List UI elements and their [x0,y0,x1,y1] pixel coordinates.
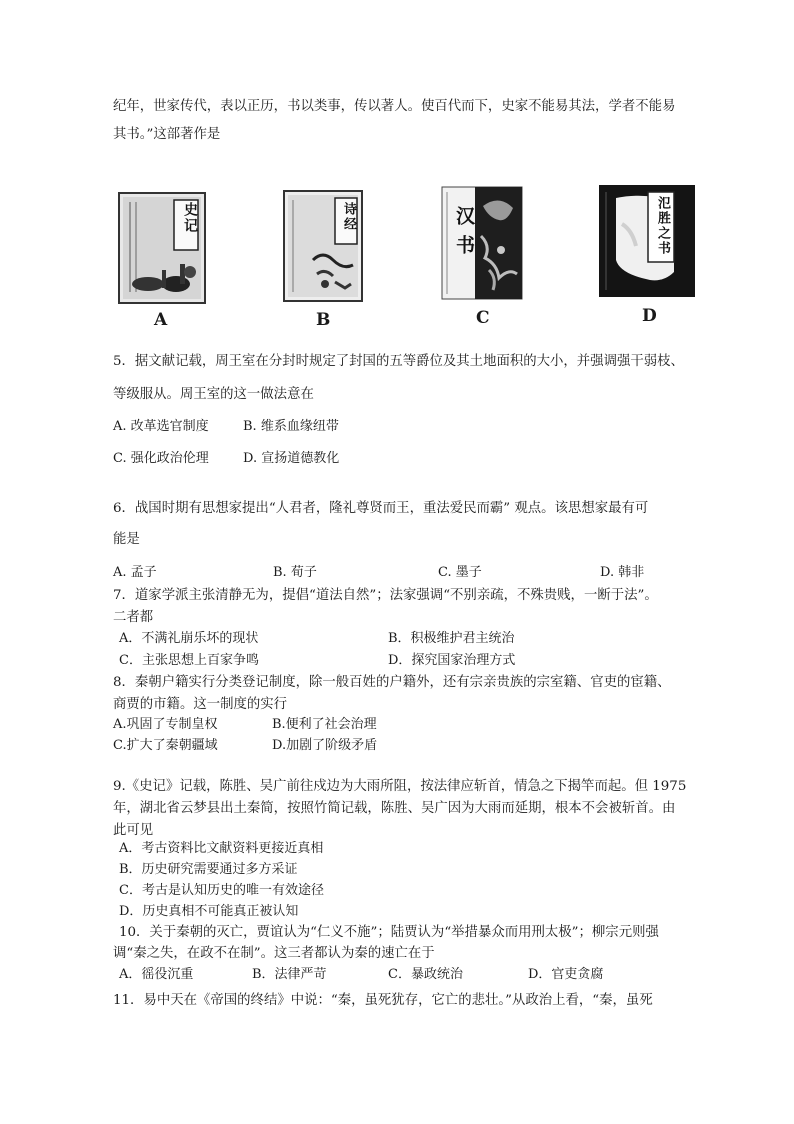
q10-option-c: C．暴政统治 [388,967,463,982]
book-cover-a [118,192,206,304]
book-letter-a: A [154,310,168,330]
q7-option-b: B．积极维护君主统治 [388,631,515,646]
book-cover-c [441,186,523,300]
q5-option-b: B. 维系血缘纽带 [243,419,339,434]
q6-option-d: D. 韩非 [600,565,645,580]
q6-option-a: A. 孟子 [113,565,157,580]
q11-stem-line-1: 11．易中天在《帝国的终结》中说：“秦，虽死犹存，它亡的悲壮。”从政治上看，“秦，虽死 [113,993,653,1008]
q5-option-a: A. 改革选官制度 [113,419,209,434]
q7-option-a: A．不满礼崩乐坏的现状 [119,631,259,646]
q10-option-b: B．法律严苛 [252,967,327,982]
q10-option-a: A．徭役沉重 [119,967,194,982]
q6-option-c: C. 墨子 [438,565,482,580]
book-letter-c: C [476,308,490,328]
q7-stem-line-2: 二者都 [113,610,154,625]
q9-option-d: D．历史真相不可能真正被认知 [119,904,299,919]
q9-stem-line-2: 年，湖北省云梦县出土秦简，按照竹简记载，陈胜、吴广因为大雨而延期，根本不会被斩首。由 [113,801,676,816]
q7-stem-line-1: 7．道家学派主张清静无为，提倡“道法自然”；法家强调“不别亲疏，不殊贵贱，一断于法”。 [113,588,658,603]
book-cover-c-title: 汉书 [453,206,475,264]
book-cover-d [598,184,696,298]
q8-stem-line-1: 8．秦朝户籍实行分类登记制度，除一般百姓的户籍外，还有宗亲贵族的宗室籍、官吏的宦籍、 [113,675,671,690]
q6-option-b: B. 荀子 [273,565,317,580]
book-cover-d-title: 氾胜之书 [655,196,670,256]
q5-stem-line-1: 5．据文献记载，周王室在分封时规定了封国的五等爵位及其土地面积的大小，并强调强干弱枝、 [113,354,684,369]
book-cover-b-title: 诗经 [341,202,356,232]
q5-stem-line-2: 等级服从。周王室的这一做法意在 [113,387,314,402]
q8-option-c: C.扩大了秦朝疆域 [113,738,218,753]
q5-option-c: C. 强化政治伦理 [113,451,209,466]
q10-option-d: D．官吏贪腐 [528,967,604,982]
q9-stem-line-3: 此可见 [113,823,154,838]
q8-stem-line-2: 商贾的市籍。这一制度的实行 [113,697,288,712]
q8-option-a: A.巩固了专制皇权 [113,717,218,732]
intro-line-1: 纪年，世家传代，表以正历，书以类事，传以著人。使百代而下，史家不能易其法，学者不能易 [113,99,676,114]
book-letter-b: B [316,310,331,330]
q9-option-a: A．考古资料比文献资料更接近真相 [119,841,324,856]
q7-option-d: D．探究国家治理方式 [388,653,516,668]
q6-stem-line-1: 6．战国时期有思想家提出“人君者，隆礼尊贤而王，重法爱民而霸” 观点。该思想家最有可 [113,501,649,516]
q10-stem-line-1: 10．关于秦朝的灭亡，贾谊认为“仁义不施”；陆贾认为“举措暴众而用刑太极”；柳宗元则强 [119,925,659,940]
q9-option-c: C．考古是认知历史的唯一有效途径 [119,883,324,898]
q8-option-b: B.便利了社会治理 [272,717,377,732]
book-cover-b [283,190,363,302]
q9-stem-line-1: 9.《史记》记载，陈胜、吴广前往戍边为大雨所阻，按法律应斩首，情急之下揭竿而起。但 1975 [113,779,687,794]
q5-option-d: D. 宣扬道德教化 [243,451,340,466]
q9-option-b: B．历史研究需要通过多方采证 [119,862,298,877]
book-cover-d-image [598,184,696,298]
q6-stem-line-2: 能是 [113,532,140,547]
book-letter-d: D [642,306,657,326]
book-cover-a-title: 史记 [182,202,198,234]
q7-option-c: C．主张思想上百家争鸣 [119,653,259,668]
q8-option-d: D.加剧了阶级矛盾 [272,738,378,753]
q10-stem-line-2: 调“秦之失，在政不在制”。这三者都认为秦的速亡在于 [113,946,435,961]
intro-line-2: 其书。”这部著作是 [113,127,221,142]
